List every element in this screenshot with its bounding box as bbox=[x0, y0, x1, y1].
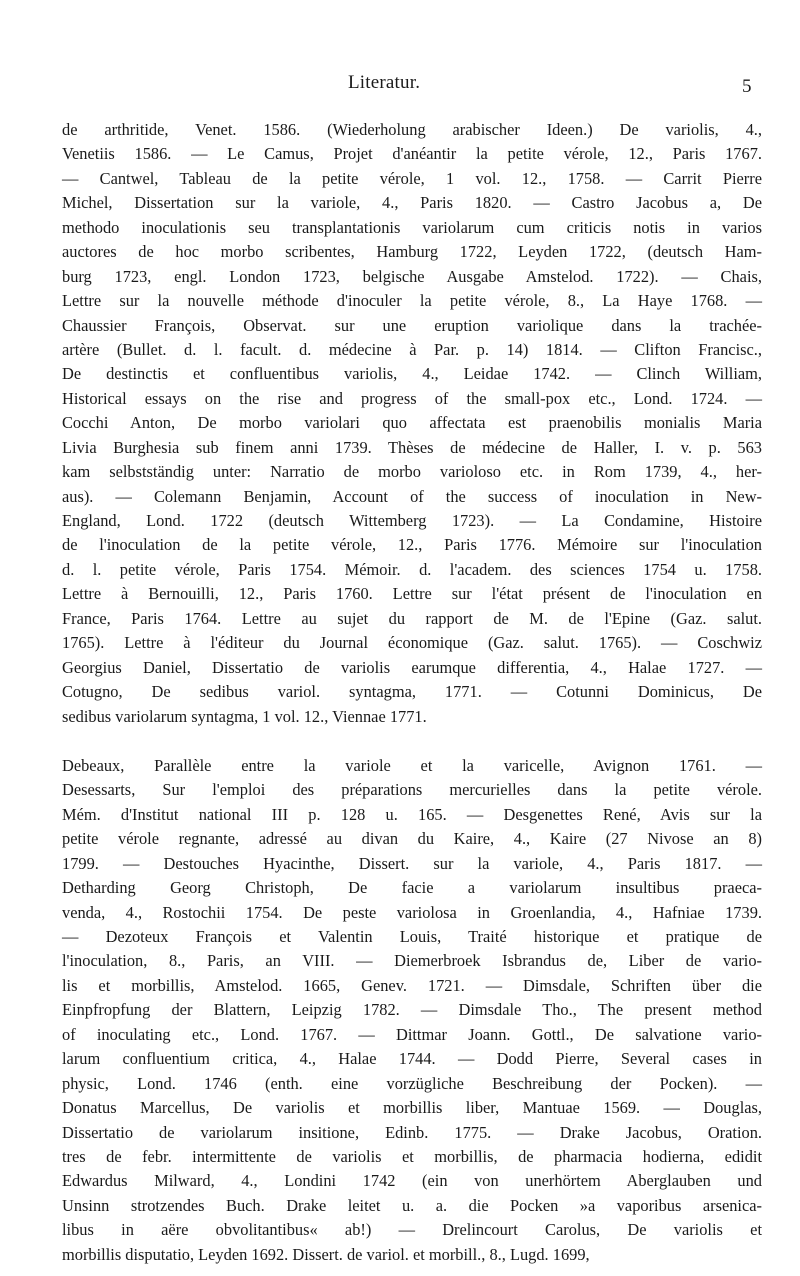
text-line: 1799. — Destouches Hyacinthe, Dissert. sur la variole, 4., Paris 1817. — bbox=[62, 853, 762, 873]
text-line: auctores de hoc morbo scribentes, Hamburg 1722, Leyden 1722, (deutsch Ham- bbox=[62, 242, 762, 262]
text-line: larum confluentium critica, 4., Halae 1744. — Dodd Pierre, Several cases in bbox=[62, 1049, 762, 1069]
page-number: 5 bbox=[742, 76, 752, 97]
running-head bbox=[0, 72, 800, 102]
text-line: Lettre à Bernouilli, 12., Paris 1760. Lettre sur l'état présent de l'inoculation en bbox=[62, 584, 762, 604]
text-line: burg 1723, engl. London 1723, belgische Ausgabe Amstelod. 1722). — Chais, bbox=[62, 266, 762, 286]
text-line: libus in aëre obvolitantibus« ab!) — Drelincourt Carolus, De variolis et bbox=[62, 1220, 762, 1240]
text-line: morbillis disputatio, Leyden 1692. Dissert. de variol. et morbill., 8., Lugd. 1699, bbox=[62, 1244, 590, 1264]
text-line: England, Lond. 1722 (deutsch Wittemberg 1723). — La Condamine, Histoire bbox=[62, 511, 762, 530]
body-text bbox=[62, 118, 762, 1267]
text-line: — Dezoteux François et Valentin Louis, Traité historique et pratique de bbox=[62, 927, 762, 946]
text-line: venda, 4., Rostochii 1754. De peste variolosa in Groenlandia, 4., Hafniae 1739. bbox=[62, 902, 762, 922]
text-line: Historical essays on the rise and progress of the small-pox etc., Lond. 1724. — bbox=[62, 388, 762, 408]
text-line: aus). — Colemann Benjamin, Account of the success of inoculation in New- bbox=[62, 486, 762, 506]
text-line: Detharding Georg Christoph, De facie a variolarum insultibus praeca- bbox=[62, 878, 762, 898]
text-line: Cotugno, De sedibus variol. syntagma, 1771. — Cotunni Dominicus, De bbox=[62, 682, 762, 702]
text-line: de arthritide, Venet. 1586. (Wiederholung arabischer Ideen.) De variolis, 4., bbox=[62, 120, 762, 139]
text-line: sedibus variolarum syntagma, 1 vol. 12., Viennae 1771. bbox=[62, 706, 427, 726]
text-line: Donatus Marcellus, De variolis et morbillis liber, Mantuae 1569. — Douglas, bbox=[62, 1098, 762, 1118]
text-line: of inoculating etc., Lond. 1767. — Dittmar Joann. Gottl., De salvatione vario- bbox=[62, 1024, 762, 1044]
text-line: kam selbstständig unter: Narratio de morbo varioloso etc. in Rom 1739, 4., her- bbox=[62, 462, 762, 482]
text-line: Lettre sur la nouvelle méthode d'inoculer la petite vérole, 8., La Haye 1768. — bbox=[62, 291, 762, 311]
text-line: Desessarts, Sur l'emploi des préparations mercurielles dans la petite vérole. bbox=[62, 780, 762, 800]
text-line: physic, Lond. 1746 (enth. eine vorzügliche Beschreibung der Pocken). — bbox=[62, 1073, 762, 1093]
text-line: Venetiis 1586. — Le Camus, Projet d'anéantir la petite vérole, 12., Paris 1767. bbox=[62, 144, 762, 164]
text-line: artère (Bullet. d. l. facult. d. médecine à Par. p. 14) 1814. — Clifton Francisc., bbox=[62, 339, 762, 359]
text-line: Einpfropfung der Blattern, Leipzig 1782. — Dimsdale Tho., The present method bbox=[62, 1000, 762, 1020]
text-line: Georgius Daniel, Dissertatio de variolis earumque differentia, 4., Halae 1727. — bbox=[62, 657, 762, 677]
text-line: Cocchi Anton, De morbo variolari quo affectata est praenobilis monialis Maria bbox=[62, 413, 762, 433]
text-line: l'inoculation, 8., Paris, an VIII. — Diemerbroek Isbrandus de, Liber de vario- bbox=[62, 951, 762, 971]
text-line: de l'inoculation de la petite vérole, 12., Paris 1776. Mémoire sur l'inoculation bbox=[62, 535, 762, 555]
text-line: De destinctis et confluentibus variolis, 4., Leidae 1742. — Clinch William, bbox=[62, 364, 762, 384]
text-line: Livia Burghesia sub finem anni 1739. Thèses de médecine de Haller, I. v. p. 563 bbox=[62, 437, 762, 457]
text-line: lis et morbillis, Amstelod. 1665, Genev. 1721. — Dimsdale, Schriften über die bbox=[62, 975, 762, 995]
text-line: France, Paris 1764. Lettre au sujet du rapport de M. de l'Epine (Gaz. salut. bbox=[62, 608, 762, 628]
text-line: d. l. petite vérole, Paris 1754. Mémoir. d. l'academ. des sciences 1754 u. 1758. bbox=[62, 559, 762, 579]
text-line: Edwardus Milward, 4., Londini 1742 (ein von unerhörtem Aberglauben und bbox=[62, 1171, 762, 1191]
paragraph-bibliography-d bbox=[62, 754, 762, 1267]
text-line: Debeaux, Parallèle entre la variole et la varicelle, Avignon 1761. — bbox=[62, 755, 762, 775]
text-line: tres de febr. intermittente de variolis et morbillis, de pharmacia hodierna, edidit bbox=[62, 1146, 762, 1166]
text-line: petite vérole regnante, adressé au divan du Kaire, 4., Kaire (27 Nivose an 8) bbox=[62, 829, 762, 849]
text-line: Dissertatio de variolarum insitione, Edinb. 1775. — Drake Jacobus, Oration. bbox=[62, 1122, 762, 1142]
text-line: — Cantwel, Tableau de la petite vérole, 1 vol. 12., 1758. — Carrit Pierre bbox=[62, 168, 762, 188]
text-line: Chaussier François, Observat. sur une eruption variolique dans la trachée- bbox=[62, 315, 762, 335]
text-line: methodo inoculationis seu transplantationis variolarum cum criticis notis in varios bbox=[62, 217, 762, 237]
text-line: Mém. d'Institut national III p. 128 u. 165. — Desgenettes René, Avis sur la bbox=[62, 804, 762, 824]
text-line: Michel, Dissertation sur la variole, 4., Paris 1820. — Castro Jacobus a, De bbox=[62, 193, 762, 213]
text-line: 1765). Lettre à l'éditeur du Journal économique (Gaz. salut. 1765). — Coschwiz bbox=[62, 633, 762, 653]
paragraph-bibliography-c bbox=[62, 118, 762, 729]
text-line: Unsinn strotzendes Buch. Drake leitet u. a. die Pocken »a vaporibus arsenica- bbox=[62, 1195, 762, 1215]
running-title: Literatur. bbox=[348, 72, 421, 93]
